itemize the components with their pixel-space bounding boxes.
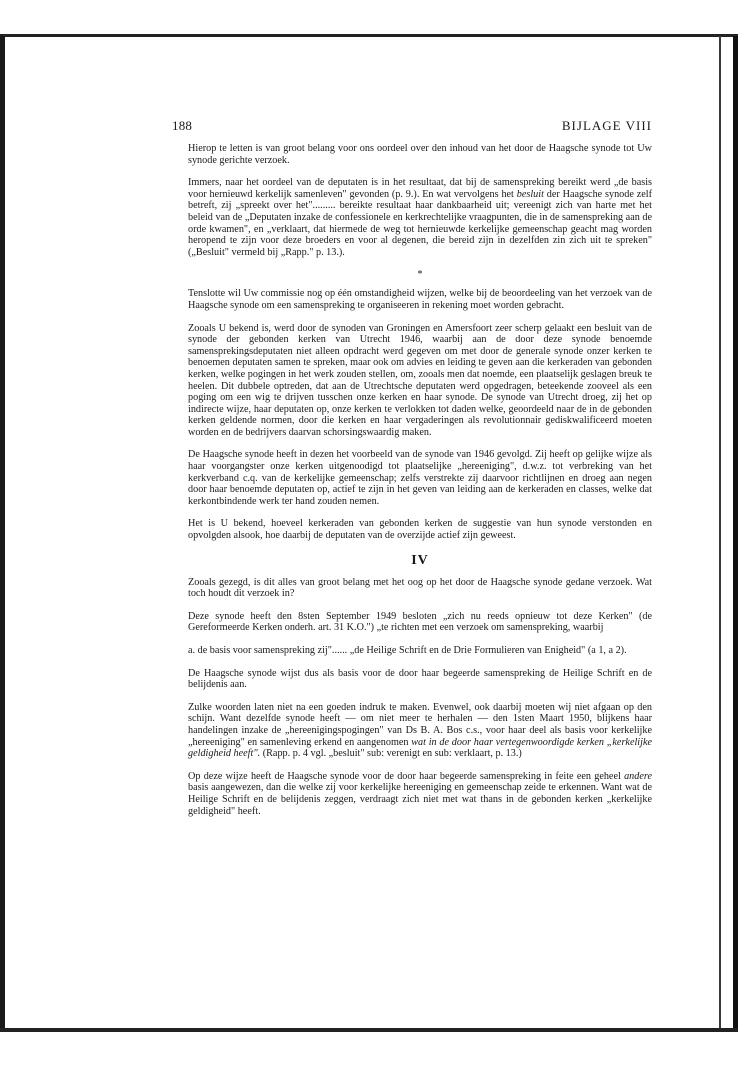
paragraph-1: Hierop te letten is van groot belang voor ons oordeel over den inhoud van het door de Haagsche synode tot Uw synode gerichte verzoek.: [188, 143, 652, 166]
scan-edge-bottom: [0, 1028, 738, 1032]
scan-edge-left: [0, 36, 5, 1031]
section-heading-iv: IV: [411, 552, 429, 568]
paragraph-10: De Haagsche synode wijst dus als basis voor de door haar begeerde samenspreking de Heilige Schrift en de belijdenis aan.: [188, 667, 652, 691]
paragraph-5: De Haagsche synode heeft in dezen het voorbeeld van de synode van 1946 gevolgd. Zij heeft op gelijke wijze als haar voorgangster onze kerken uitgenoodigd tot plaatselijke „hereeniging", d.w.z. tot verbreking van het kerkverband c.q. van de kerkelijke gemeenschap; zelfs verstrekte zij daarvoor richtlijnen en droeg aan negen door haar benoemde deputaten op, actief te zijn in het geven van leiding aan de kerkeraden en classes, welke dat kerkontbindende werk ter hand zouden nemen.: [188, 449, 652, 507]
paragraph-12-part-a: Op deze wijze heeft de Haagsche synode voor de door haar begeerde samenspreking in feite een geheel: [188, 770, 625, 782]
paragraph-3: Tenslotte wil Uw commissie nog op één omstandigheid wijzen, welke bij de beoordeeling van het verzoek van de Haagsche synode om een samenspreking te organiseeren in rekening moet worden gebracht.: [188, 288, 652, 311]
paragraph-2-part-b: der Haagsche synode zelf betreft, zij „spreekt over het"......... bereikte resultaat haar dankbaarheid uit; vereenigt zich van harte met het beleid van de „Deputaten inzake de confessionele en kerkrechtelijke vraagpunten, die in de samenspreking aan de orde kwamen", en „verklaart, dat hiermede de weg tot hernieuwde kerkelijke gemeenschap geacht mag worden heropend te zijn voor deze broeders en voor al degenen, die bereid zijn in dezelfden zin zich uit te spreken" („Besluit" vermeld bij „Rapp." p. 13.).: [188, 188, 652, 258]
paragraph-12-part-b: basis aangewezen, dan die welke zij voor kerkelijke hereeniging en gemeenschap zeide te erkennen. Want wat de Heilige Schrift en de belijdenis zeggen, verdraagt zich niet met wat thans in de gebonden kerken „kerkelijke geldigheid" heeft.: [188, 782, 652, 817]
paragraph-11: [188, 702, 652, 760]
page-title: BIJLAGE VIII: [561, 118, 652, 133]
paragraph-4: Zooals U bekend is, werd door de synoden van Groningen en Amersfoort zeer scherp gelaakt een besluit van de synode der gebonden kerken van Utrecht 1946, waarbij aan de door deze synode benoemde samensprekingsdeputaten niet alleen opdracht werd gegeven om met door de generale synode onzer kerken te benoemen deputaten samen te spreken, maar ook om advies en leiding te geven aan die kerkeraden van gebonden kerken, welke pogingen in het werk zouden stellen, om, zooals men dat noemde, een plaatselijk geslagen breuk te heelen. Dit dubbele optreden, dat aan de Utrechtsche deputaten werd opgedragen, beteekende zooveel als een poging om een wig te drijven tusschen onze kerken en haar synode. De synode van Utrecht droeg, zij het op indirecte wijze, haar deputaten op, onze kerken te verlokken tot daden welke, geoordeeld naar de in de gebonden kerken geldende normen, door die kerken en haar vergaderingen als revolutionnair gediskwalificeerd moeten worden en de bedrijvers daarvan schorsingswaardig maken.: [188, 322, 652, 438]
page-number: 188: [172, 118, 193, 133]
paragraph-11-part-a: Zulke woorden laten niet na een goeden indruk te maken. Evenwel, ook daarbij moeten wij niet afgaan op den schijn. Want dezelfde synode heeft — om niet meer te herhalen — den 1sten Maart 1950, blijkens haar handelingen inzake de „hereenigingspogingen" van Ds B. A. Bos c.s., voor haar deel als basis voor kerkelijke „hereeniging" en samenleving erkend en aangenomen: [188, 701, 652, 748]
paragraph-2: [188, 177, 652, 258]
scan-edge-right: [719, 36, 721, 1031]
document-page: [172, 118, 652, 828]
paragraph-2-emphasis: besluit: [516, 188, 544, 200]
scan-edge-right-outer: [733, 36, 738, 1031]
scan-edge-top: [0, 34, 738, 37]
paragraph-6: Het is U bekend, hoeveel kerkeraden van gebonden kerken de suggestie van hun synode verstonden en opvolgden alsook, hoe daarbij de deputaten van de overzijde actief zijn geweest.: [188, 518, 652, 542]
paragraph-2-part-a: Immers, naar het oordeel van de deputaten is in het resultaat, dat bij de samenspreking bereikt werd „de basis voor hernieuwd kerkelijk samenleven" gevonden (p. 9.). En wat vervolgens het: [188, 177, 652, 200]
paragraph-11-emphasis: wat in de door haar vertegenwoordigde kerken „kerkelijke geldigheid heeft".: [188, 736, 652, 760]
paragraph-12: [188, 771, 652, 817]
section-divider-star: *: [417, 269, 423, 281]
paragraph-8: Deze synode heeft den 8sten September 1949 besloten „zich nu reeds opnieuw tot deze Kerken" (de Gereformeerde Kerken onderh. art. 31 K.O.") „te richten met een verzoek om samenspreking, waarbij: [188, 610, 652, 634]
page-header: [172, 118, 652, 134]
paragraph-12-emphasis: andere: [624, 770, 652, 782]
paragraph-7: Zooals gezegd, is dit alles van groot belang met het oog op het door de Haagsche synode gedane verzoek. Wat toch houdt dit verzoek in?: [188, 576, 652, 600]
page-body: [172, 143, 652, 817]
paragraph-9: a. de basis voor samenspreking zij"...... „de Heilige Schrift en de Drie Formulieren van Enigheid" (a 1, a 2).: [188, 645, 627, 656]
paragraph-11-part-b: (Rapp. p. 4 vgl. „besluit" sub: verenigt en sub: verklaart, p. 13.): [260, 748, 522, 760]
